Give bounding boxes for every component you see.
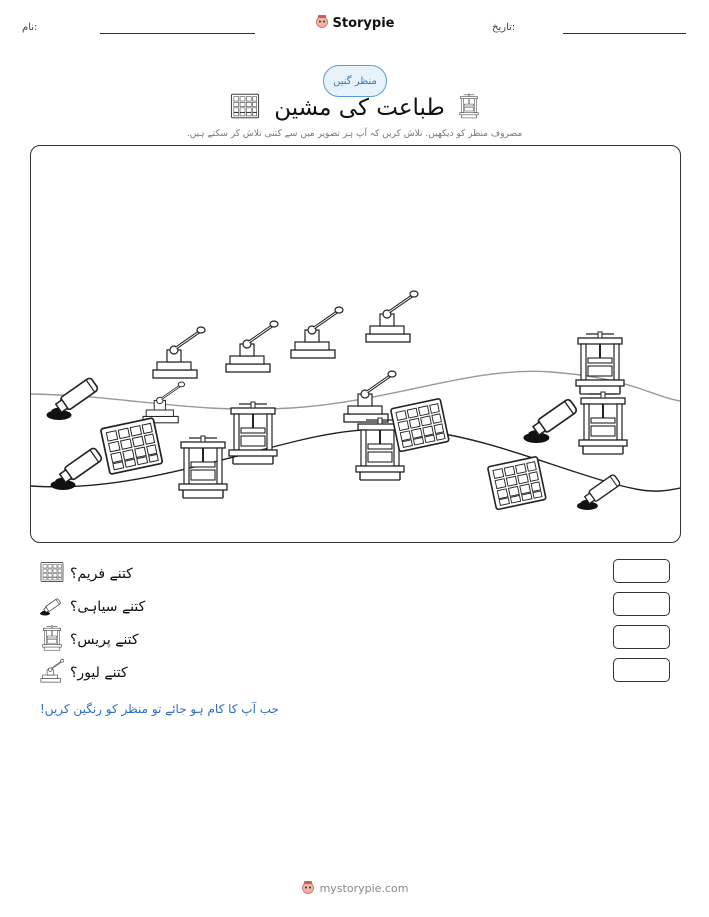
storypie-mascot-icon <box>315 14 329 32</box>
instructions: مصروف منظر کو دیکھیں. تلاش کریں کہ آپ ہر تصویر میں سے کتنی تلاش کر سکتے ہیں. <box>186 129 523 139</box>
frame-icon <box>230 93 260 123</box>
frame <box>101 418 163 475</box>
answer-box-presses[interactable] <box>613 625 670 649</box>
frame-icon <box>40 561 64 587</box>
ink-tube-icon <box>40 593 64 621</box>
question-presses <box>40 627 139 653</box>
name-label: نام: <box>22 22 38 33</box>
lever <box>291 307 343 358</box>
footer-url[interactable]: mystorypie.com <box>319 882 409 895</box>
lever <box>366 291 418 342</box>
question-text: کتنے سیاہی؟ <box>70 599 146 615</box>
question-text: کتنے لیور؟ <box>70 665 128 681</box>
date-label: تاریخ: <box>492 22 516 33</box>
brand-name: Storypie <box>332 15 395 31</box>
page-title: طباعت کی مشین <box>274 95 445 121</box>
lever <box>153 327 205 378</box>
press <box>229 402 277 464</box>
color-instruction: جب آپ کا کام ہو جائے تو منظر کو رنگین کریں! <box>40 702 279 716</box>
lever <box>226 321 278 372</box>
lever-icon <box>40 659 64 687</box>
question-frames <box>40 561 133 587</box>
title-row <box>0 92 709 124</box>
ink-tube <box>523 398 577 443</box>
question-text: کتنے فریم؟ <box>70 566 133 582</box>
name-line[interactable] <box>100 33 255 34</box>
question-ink <box>40 594 145 620</box>
printing-scene <box>30 145 681 543</box>
press <box>576 332 624 394</box>
answer-box-levers[interactable] <box>613 658 670 682</box>
answer-box-frames[interactable] <box>613 559 670 583</box>
question-text: کتنے پریس؟ <box>70 632 139 648</box>
press-icon <box>459 92 479 124</box>
count-scene-badge: منظر گنیں <box>323 65 387 97</box>
answer-box-ink[interactable] <box>613 592 670 616</box>
storypie-mascot-icon <box>301 880 315 897</box>
ink-tube <box>51 447 103 490</box>
press <box>179 436 227 498</box>
frame <box>391 398 450 451</box>
question-levers <box>40 660 128 686</box>
brand-logo <box>0 14 709 32</box>
footer <box>0 880 709 897</box>
press <box>579 392 627 454</box>
ink-tube <box>47 377 99 420</box>
frame <box>488 456 547 509</box>
lever <box>344 371 396 422</box>
date-line[interactable] <box>563 33 686 34</box>
press-icon <box>40 625 64 655</box>
